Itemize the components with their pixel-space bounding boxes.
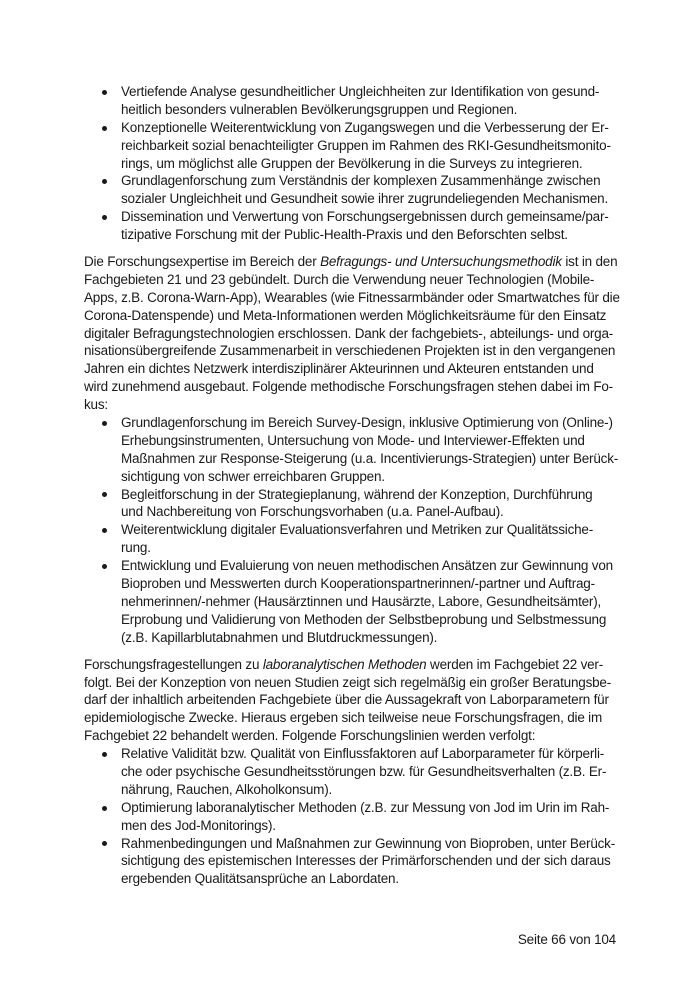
text-line: [84, 360, 624, 378]
bullet-icon: [102, 126, 107, 131]
bullet-icon: [102, 492, 107, 497]
text-line: [121, 521, 624, 539]
bullet-icon: [102, 564, 107, 569]
text-line: [121, 83, 624, 101]
text-span: wird zunehmend ausgebaut. Folgende methodische Forschungsfragen stehen dabei im Fo-: [84, 379, 613, 395]
text-line: [121, 414, 624, 432]
bullet-icon: [102, 752, 107, 757]
text-span: heitlich besonders vulnerablen Bevölkerungsgruppen und Regionen.: [121, 101, 518, 117]
bullet-item: [84, 521, 624, 557]
text-line: [84, 656, 624, 674]
text-span: (z.B. Kapillarblutabnahmen und Blutdruckmessungen).: [121, 629, 438, 645]
text-line: [84, 727, 624, 745]
text-span: werden im Fachgebiet 22 ver-: [426, 656, 604, 672]
bullet-item: [84, 83, 624, 119]
text-span: rung.: [121, 540, 151, 556]
text-span: Rahmenbedingungen und Maßnahmen zur Gewinnung von Bioproben, unter Berück-: [121, 835, 616, 851]
text-line: [84, 271, 624, 289]
bullet-icon: [102, 179, 107, 184]
text-span: Optimierung laboranalytischer Methoden (z.B. zur Messung von Jod im Urin im Rah-: [121, 799, 610, 815]
italic-text: Befragungs- und Untersuchungsmethodik: [320, 254, 562, 270]
text-span: epidemiologische Zwecke. Hieraus ergeben sich teilweise neue Forschungsfragen, die im: [84, 710, 603, 726]
text-line: [84, 307, 624, 325]
text-span: nehmerinnen/-nehmer (Hausärztinnen und Hausärzte, Labore, Gesundheitsämter),: [121, 593, 602, 609]
bullet-item: [84, 414, 624, 486]
text-span: che oder psychische Gesundheitsstörungen bzw. für Gesundheitsverhalten (z.B. Er-: [121, 763, 607, 779]
bullet-item: [84, 745, 624, 799]
text-span: rings, um möglichst alle Gruppen der Bevölkerung in die Surveys zu integrieren.: [121, 155, 583, 171]
text-line: [121, 101, 624, 119]
page-number-footer: Seite 66 von 104: [517, 932, 616, 947]
bullet-list: [84, 414, 624, 647]
text-span: sichtigung des epistemischen Interesses der Primärforschenden und der sich daraus: [121, 853, 611, 869]
text-line: [84, 396, 624, 414]
text-line: [121, 172, 624, 190]
text-span: nisationsübergreifende Zusammenarbeit in verschiedenen Projekten ist in den vergangenen: [84, 343, 616, 359]
text-span: ergebenden Qualitätsansprüche an Labordaten.: [121, 871, 399, 887]
text-line: [121, 468, 624, 486]
text-line: [121, 745, 624, 763]
text-span: Fachgebieten 21 und 23 gebündelt. Durch die Verwendung neuer Technologien (Mobile-: [84, 271, 595, 287]
text-span: sozialer Ungleichheit und Gesundheit sowie ihrer zugrundeliegenden Mechanismen.: [121, 191, 609, 207]
bullet-icon: [102, 90, 107, 95]
text-span: darf der inhaltlich arbeitenden Fachgebiete über die Aussagekraft von Laborparametern für: [84, 692, 609, 708]
paragraph: [84, 253, 624, 414]
text-span: Dissemination und Verwertung von Forschungsergebnissen durch gemeinsame/par-: [121, 209, 609, 225]
bullet-icon: [102, 841, 107, 846]
text-line: [121, 208, 624, 226]
bullet-list: [84, 83, 624, 244]
text-line: [121, 611, 624, 629]
text-span: Die Forschungsexpertise im Bereich der: [84, 254, 321, 270]
text-line: [121, 835, 624, 853]
bullet-item: [84, 486, 624, 522]
italic-text: laboranalytischen Methoden: [262, 656, 427, 672]
document-content: [84, 83, 624, 888]
text-span: Weiterentwicklung digitaler Evaluationsverfahren und Metriken zur Qualitätssiche-: [121, 522, 594, 538]
text-line: [121, 190, 624, 208]
text-line: [84, 674, 624, 692]
text-line: [121, 450, 624, 468]
bullet-item: [84, 557, 624, 646]
text-span: ist in den: [561, 254, 618, 270]
bullet-icon: [102, 421, 107, 426]
text-line: [121, 629, 624, 647]
text-span: Konzeptionelle Weiterentwicklung von Zugangswegen und die Verbesserung der Er-: [121, 119, 609, 135]
paragraph: [84, 656, 624, 745]
text-line: [121, 593, 624, 611]
text-span: Grundlagenforschung zum Verständnis der komplexen Zusammenhänge zwischen: [121, 173, 601, 189]
text-span: und Nachbereitung von Forschungsvorhaben (u.a. Panel-Aufbau).: [121, 504, 504, 520]
text-line: [121, 870, 624, 888]
text-line: [121, 119, 624, 137]
text-span: tizipative Forschung mit der Public-Health-Praxis und den Beforschten selbst.: [121, 227, 568, 243]
text-span: kus:: [84, 397, 108, 413]
bullet-item: [84, 119, 624, 173]
text-span: Forschungsfragestellungen zu: [84, 656, 263, 672]
text-line: [84, 709, 624, 727]
text-line: [121, 137, 624, 155]
text-line: [121, 486, 624, 504]
bullet-item: [84, 799, 624, 835]
text-span: Bioproben und Messwerten durch Kooperationspartnerinnen/-partner und Auftrag-: [121, 576, 595, 592]
text-span: Fachgebiet 22 behandelt werden. Folgende Forschungslinien werden verfolgt:: [84, 728, 536, 744]
bullet-icon: [102, 528, 107, 533]
text-span: Vertiefende Analyse gesundheitlicher Ungleichheiten zur Identifikation von gesund-: [121, 84, 600, 99]
bullet-item: [84, 208, 624, 244]
text-line: [121, 432, 624, 450]
bullet-icon: [102, 215, 107, 220]
text-span: Grundlagenforschung im Bereich Survey-Design, inklusive Optimierung von (Online-): [121, 415, 613, 431]
text-line: [84, 378, 624, 396]
text-span: Relative Validität bzw. Qualität von Einflussfaktoren auf Laborparameter für körperli-: [121, 746, 605, 762]
bullet-item: [84, 172, 624, 208]
text-line: [84, 342, 624, 360]
text-span: sichtigung von schwer erreichbaren Gruppen.: [121, 468, 385, 484]
text-span: digitaler Befragungstechnologien erschlossen. Dank der fachgebiets-, abteilungs- und orga-: [84, 325, 614, 341]
text-span: Maßnahmen zur Response-Steigerung (u.a. Incentivierungs-Strategien) unter Berück-: [121, 450, 619, 466]
text-span: nährung, Rauchen, Alkoholkonsum).: [121, 781, 333, 797]
text-span: reichbarkeit sozial benachteiligter Gruppen im Rahmen des RKI-Gesundheitsmonito-: [121, 137, 611, 153]
text-line: [121, 852, 624, 870]
text-span: men des Jod-Monitorings).: [121, 817, 276, 833]
text-line: [84, 253, 624, 271]
bullet-item: [84, 835, 624, 889]
text-span: Begleitforschung in der Strategieplanung, während der Konzeption, Durchführung: [121, 486, 593, 502]
text-line: [84, 289, 624, 307]
text-line: [121, 503, 624, 521]
text-span: Corona-Datenspende) und Meta-Informationen werden Möglichkeitsräume für den Einsatz: [84, 307, 607, 323]
text-span: Jahren ein dichtes Netzwerk interdisziplinärer Akteurinnen und Akteuren entstanden und: [84, 361, 594, 377]
text-span: Entwicklung und Evaluierung von neuen methodischen Ansätzen zur Gewinnung von: [121, 558, 613, 574]
text-span: Erprobung und Validierung von Methoden der Selbstbeprobung und Selbstmessung: [121, 611, 607, 627]
text-line: [121, 575, 624, 593]
text-span: folgt. Bei der Konzeption von neuen Studien zeigt sich regelmäßig ein großer Beratungsbe-: [84, 674, 612, 690]
text-line: [121, 817, 624, 835]
text-line: [121, 781, 624, 799]
text-line: [121, 539, 624, 557]
text-line: [121, 226, 624, 244]
text-line: [121, 799, 624, 817]
text-line: [84, 325, 624, 343]
bullet-list: [84, 745, 624, 888]
text-line: [121, 763, 624, 781]
text-line: [121, 155, 624, 173]
bullet-icon: [102, 806, 107, 811]
text-line: [84, 691, 624, 709]
text-line: [121, 557, 624, 575]
text-span: Apps, z.B. Corona-Warn-App), Wearables (wie Fitnessarmbänder oder Smartwatches für die: [84, 289, 620, 305]
text-span: Erhebungsinstrumenten, Untersuchung von Mode- und Interviewer-Effekten und: [121, 432, 585, 448]
